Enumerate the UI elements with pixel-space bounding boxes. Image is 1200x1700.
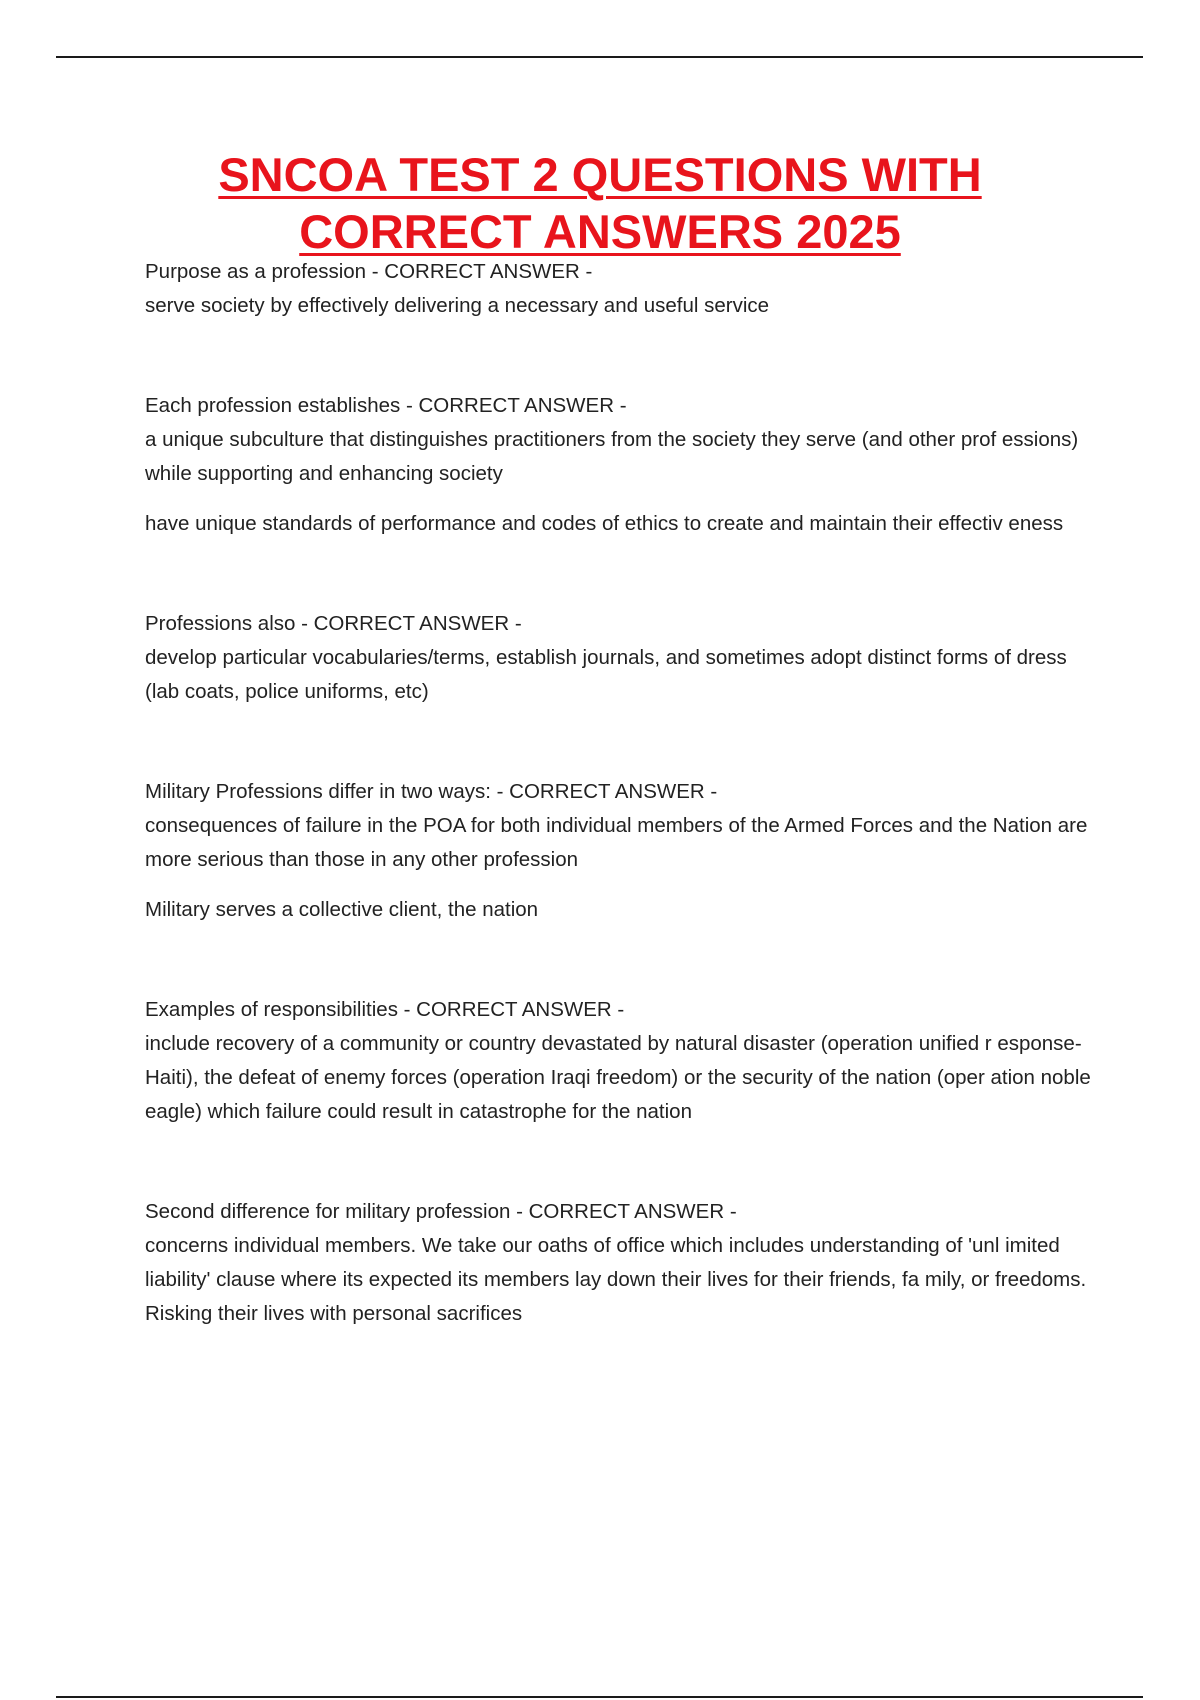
question-text: Purpose as a profession - CORRECT ANSWER - <box>145 260 593 283</box>
qa-list <box>145 255 1095 1331</box>
answer-text: Military serves a collective client, the nation <box>145 898 539 921</box>
qa-item <box>145 389 1095 541</box>
answer-text: develop particular vocabularies/terms, establish journals, and sometimes adopt distinct forms of dress (lab coats, police uniforms, etc) <box>145 646 1067 703</box>
question-text: Military Professions differ in two ways: - CORRECT ANSWER - <box>145 780 718 803</box>
qa-item <box>145 993 1095 1129</box>
qa-item <box>145 1195 1095 1331</box>
qa-item <box>145 255 1095 323</box>
qa-item <box>145 775 1095 927</box>
question-text: Second difference for military profession - CORRECT ANSWER - <box>145 1200 737 1223</box>
title-line-1: SNCOA TEST 2 QUESTIONS WITH <box>218 148 982 201</box>
answer-text: serve society by effectively delivering a necessary and useful service <box>145 294 770 317</box>
answer-text: include recovery of a community or country devastated by natural disaster (operation unified r esponse- Haiti), the defeat of enemy forces (operation Iraqi freedom) or the security of the nation (oper ation noble eagle) which failure could result in catastrophe for the nation <box>145 1032 1091 1123</box>
bottom-divider <box>56 1696 1143 1698</box>
top-divider <box>56 56 1143 58</box>
question-text: Examples of responsibilities - CORRECT ANSWER - <box>145 998 625 1021</box>
answer-text: a unique subculture that distinguishes practitioners from the society they serve (and other prof essions) while supporting and enhancing society <box>145 428 1079 485</box>
qa-item <box>145 607 1095 709</box>
question-text: Each profession establishes - CORRECT ANSWER - <box>145 394 627 417</box>
answer-text: have unique standards of performance and codes of ethics to create and maintain their effectiv eness <box>145 512 1064 535</box>
answer-text: concerns individual members. We take our oaths of office which includes understanding of 'unl imited liability' clause where its expected its members lay down their lives for their friends, fa mily, or freedoms. Risking their lives with personal sacrifices <box>145 1234 1087 1325</box>
title-line-2: CORRECT ANSWERS 2025 <box>299 205 901 258</box>
question-text: Professions also - CORRECT ANSWER - <box>145 612 522 635</box>
document-title <box>100 146 1100 260</box>
answer-text: consequences of failure in the POA for both individual members of the Armed Forces and the Nation are more serious than those in any other profession <box>145 814 1088 871</box>
